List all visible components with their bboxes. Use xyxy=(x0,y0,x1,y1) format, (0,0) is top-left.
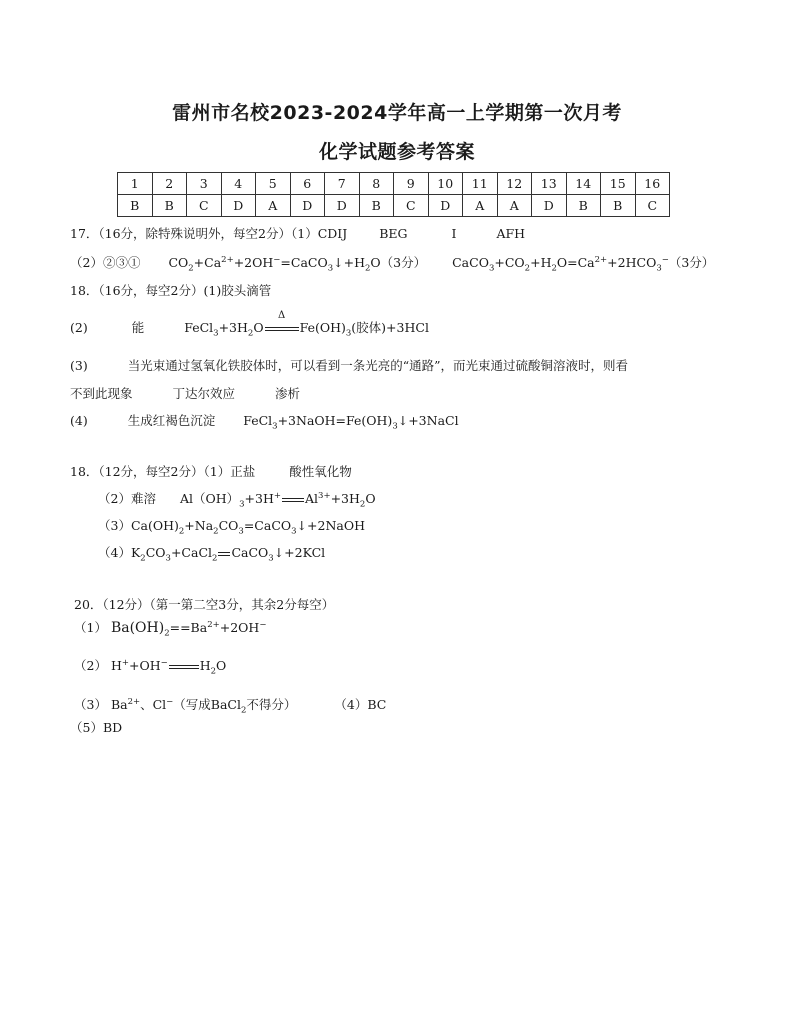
answer-table-answer-cell: D xyxy=(532,195,567,217)
answer-table-number-cell: 6 xyxy=(290,173,325,195)
q17-a1d: AFH xyxy=(496,226,526,241)
answer-table-answer-cell: C xyxy=(635,195,670,217)
q20-line3 xyxy=(74,657,227,677)
q20-a3-answer: $Ba^{2+}$、Cl−（写成BaCl$_2$不得分） xyxy=(110,696,297,716)
q20-line1 xyxy=(74,597,334,613)
answer-table-answer-row xyxy=(118,195,670,217)
q18b-line1 xyxy=(70,464,352,480)
q17-head: 17．（16分，除特殊说明外，每空2分）（1）CDIJ xyxy=(70,226,348,241)
q20-a1-equation: $Ba(OH)_2==Ba^{2+}+2OH^-$ xyxy=(110,619,267,639)
q17-line2 xyxy=(70,254,715,274)
q18b-a2-equation: $Al(OH)_3+3H^+$ $Al^{3+}+3H_2O$ xyxy=(179,490,376,510)
answer-table-number-cell: 14 xyxy=(566,173,601,195)
q17-a2-label: （2）②③① xyxy=(70,255,141,270)
answer-table-number-cell: 11 xyxy=(463,173,498,195)
q18a-a2-label: (2) xyxy=(70,320,88,335)
answer-table-answer-cell: B xyxy=(359,195,394,217)
q18a-line4 xyxy=(70,386,300,402)
q20-a3-label: （3） xyxy=(74,697,107,712)
q20-head: 20．（12分）（第一第二空3分，其余2分每空） xyxy=(74,597,335,612)
answer-table-answer-cell: B xyxy=(566,195,601,217)
q18a-line1 xyxy=(70,283,271,299)
answer-table-answer-cell: C xyxy=(187,195,222,217)
q18a-a4-label: (4) xyxy=(70,413,88,428)
q17-line1 xyxy=(70,226,525,242)
q18b-a3-equation: $(3)Ca(OH)_2+Na_2CO_3=CaCO_3↓+2NaOH$ xyxy=(98,518,366,537)
q18b-a2-label: （2）难溶 xyxy=(98,491,156,506)
answer-table-answer-cell: B xyxy=(152,195,187,217)
q20-a4: （4）BC xyxy=(334,697,387,712)
answer-table xyxy=(117,172,670,217)
answer-table-answer-cell: D xyxy=(428,195,463,217)
answer-table-answer-cell: A xyxy=(256,195,291,217)
q18a-a2-answer: 能 xyxy=(131,320,145,335)
q18a-head: 18．（16分，每空2分）(1)胶头滴管 xyxy=(70,283,272,298)
answer-table-answer-cell: B xyxy=(601,195,636,217)
answer-table-answer-cell: C xyxy=(394,195,429,217)
answer-table-number-row xyxy=(118,173,670,195)
q18b-line4 xyxy=(98,545,326,564)
answer-table-answer-cell: A xyxy=(497,195,532,217)
answer-table-number-cell: 8 xyxy=(359,173,394,195)
answer-table-number-cell: 2 xyxy=(152,173,187,195)
q18a-line3 xyxy=(70,358,628,374)
q20-line2 xyxy=(74,619,267,639)
answer-table-number-cell: 7 xyxy=(325,173,360,195)
q17-a1c: I xyxy=(451,226,457,241)
page-subtitle: 化学试题参考答案 xyxy=(318,141,475,163)
q18a-line2 xyxy=(70,310,429,339)
q17-a1b: BEG xyxy=(379,226,408,241)
answer-table-answer-cell: B xyxy=(118,195,153,217)
answer-table-number-cell: 15 xyxy=(601,173,636,195)
q20-line4 xyxy=(74,696,387,716)
answer-table-number-cell: 13 xyxy=(532,173,567,195)
q18b-head: 18．（12分，每空2分）（1）正盐 xyxy=(70,464,256,479)
q18b-line2 xyxy=(98,490,376,510)
answer-table-number-cell: 10 xyxy=(428,173,463,195)
answer-table-answer-cell: D xyxy=(290,195,325,217)
answer-table-answer-cell: D xyxy=(221,195,256,217)
answer-table-number-cell: 16 xyxy=(635,173,670,195)
q18a-a3-label: (3) xyxy=(70,358,88,373)
answer-table-number-cell: 12 xyxy=(497,173,532,195)
q20-a5: （5）BD xyxy=(70,720,123,735)
q18b-a4-equation: $(4)K_2CO_3+CaCl_2$ CaCO$_3$↓+2KCl xyxy=(98,545,326,564)
answer-table-number-cell: 5 xyxy=(256,173,291,195)
q17-equation-2: $CaCO_3+CO_2+H_2O=Ca^{2+}+2HCO_3^-(3$分） xyxy=(452,254,715,274)
q18a-a3-text: 当光束通过氢氧化铁胶体时，可以看到一条光亮的“通路”，而光束通过硫酸铜溶液时，则看 xyxy=(127,358,628,373)
q20-a1-label: （1） xyxy=(74,620,107,635)
answer-table-number-cell: 4 xyxy=(221,173,256,195)
q17-equation-1: $CO_2+Ca^{2+}+2OH^-=CaCO_3↓+H_2O(3$分） xyxy=(168,254,427,274)
q18b-a1b: 酸性氧化物 xyxy=(289,464,352,479)
page-title: 雷州市名校2023-2024学年高一上学期第一次月考 xyxy=(172,102,622,124)
q18a-line5 xyxy=(70,413,459,432)
q18a-equation: $FeCl_3+3H_2O$ Δ $Fe(OH)_3$(胶体)+3HCl xyxy=(184,310,429,339)
q18a-a3c: 渗析 xyxy=(275,386,301,401)
q18b-line3 xyxy=(98,518,366,537)
q20-a2-label: （2） xyxy=(74,658,107,673)
heating-arrow: Δ xyxy=(264,320,300,336)
answer-table-answer-cell: D xyxy=(325,195,360,217)
q18a-a3-text-cont: 不到此现象 xyxy=(70,386,133,401)
q18a-a4-equation: $FeCl_3+3NaOH=Fe(OH)_3↓+3NaCl$ xyxy=(243,413,459,432)
q20-a2-equation: H++OH− $H_2O$ xyxy=(110,657,227,677)
q18a-a3b: 丁达尔效应 xyxy=(172,386,236,401)
answer-table-answer-cell: A xyxy=(463,195,498,217)
answer-table-number-cell: 3 xyxy=(187,173,222,195)
answer-table-number-cell: 9 xyxy=(394,173,429,195)
answer-table-number-cell: 1 xyxy=(118,173,153,195)
q18a-a4-answer: 生成红褐色沉淀 xyxy=(127,413,216,428)
q20-line5 xyxy=(70,720,122,736)
